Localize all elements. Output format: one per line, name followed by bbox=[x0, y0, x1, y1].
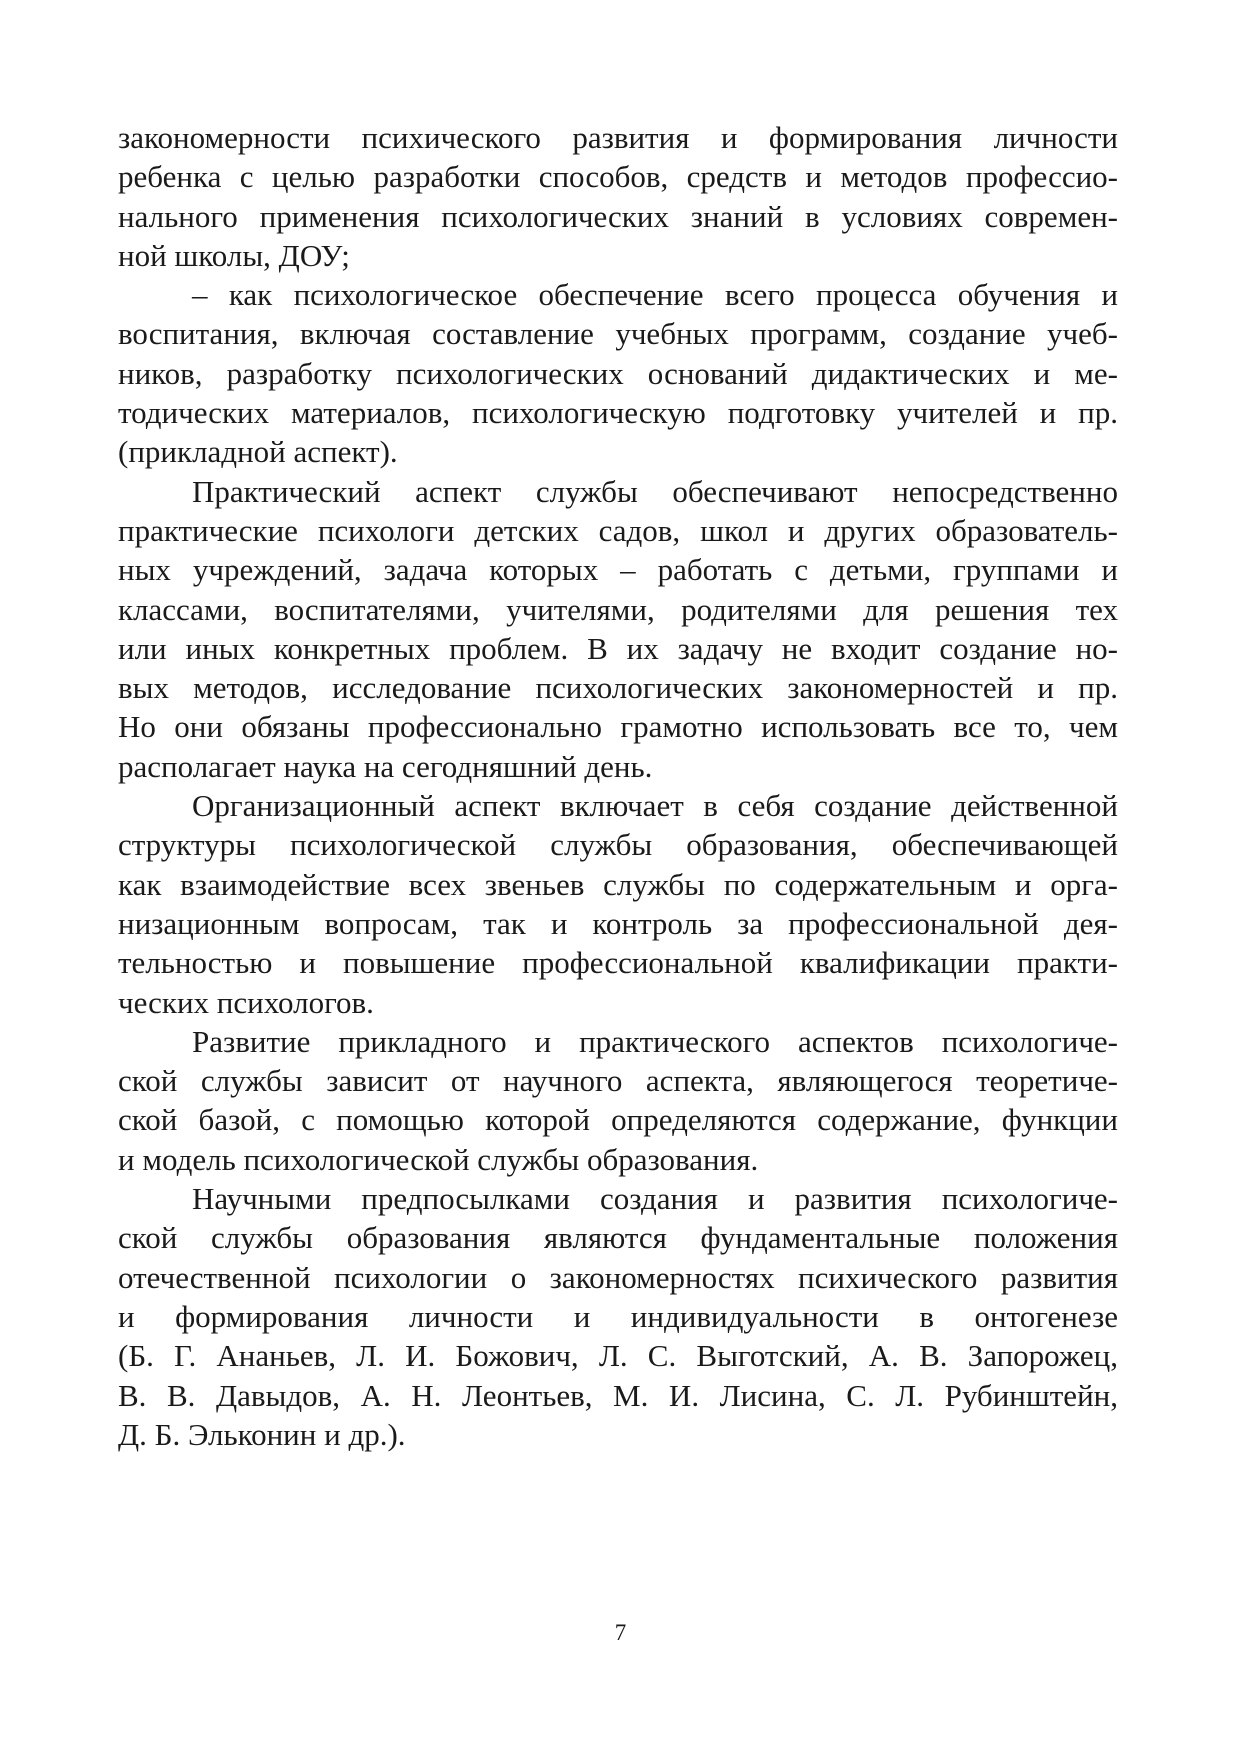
text-line: закономерности психического развития и формирования личности bbox=[118, 120, 1118, 155]
text-line: (Б. Г. Ананьев, Л. И. Божович, Л. С. Выготский, А. В. Запорожец, bbox=[118, 1338, 1118, 1374]
text-line: практические психологи детских садов, школ и других образователь- bbox=[118, 512, 1118, 548]
text-line: вых методов, исследование психологических закономерностей и пр. bbox=[118, 670, 1118, 706]
paragraph-scientific-prerequisites bbox=[118, 1179, 1118, 1454]
text-line: отечественной психологии о закономерностях психического развития bbox=[118, 1259, 1118, 1295]
paragraph-organizational-aspect bbox=[118, 786, 1118, 1022]
page-number: 7 bbox=[614, 1620, 627, 1645]
paragraph-applied-aspect bbox=[118, 275, 1118, 471]
text-line: и модель психологической службы образования. bbox=[118, 1141, 759, 1177]
text-line: классами, воспитателями, учителями, родителями для решения тех bbox=[118, 591, 1118, 627]
text-line: Организационный аспект включает в себя создание действенной bbox=[192, 788, 1118, 824]
text-line: как взаимодействие всех звеньев службы по содержательным и орга- bbox=[118, 866, 1118, 902]
text-line: ной школы, ДОУ; bbox=[118, 237, 350, 273]
text-line: Но они обязаны профессионально грамотно использовать все то, чем bbox=[118, 709, 1118, 745]
text-line: Практический аспект службы обеспечивают непосредственно bbox=[192, 473, 1118, 509]
text-line: Научными предпосылками создания и развития психологиче- bbox=[192, 1181, 1118, 1217]
text-line: Развитие прикладного и практического аспектов психологиче- bbox=[192, 1023, 1118, 1059]
body-text bbox=[118, 118, 1118, 1454]
text-line: воспитания, включая составление учебных программ, создание учеб- bbox=[118, 316, 1118, 352]
text-line: располагает наука на сегодняшний день. bbox=[118, 748, 653, 784]
text-line: – как психологическое обеспечение всего процесса обучения и bbox=[192, 277, 1118, 313]
text-line: нального применения психологических знаний в условиях современ- bbox=[118, 198, 1118, 234]
text-line: или иных конкретных проблем. В их задачу не входит создание но- bbox=[118, 630, 1118, 666]
text-line: ской базой, с помощью которой определяются содержание, функции bbox=[118, 1102, 1118, 1138]
text-line: структуры психологической службы образования, обеспечивающей bbox=[118, 827, 1118, 863]
text-line: ных учреждений, задача которых – работать с детьми, группами и bbox=[118, 552, 1118, 588]
text-line: ской службы образования являются фундаментальные положения bbox=[118, 1220, 1118, 1256]
text-line: тельностью и повышение профессиональной квалификации практи- bbox=[118, 945, 1118, 981]
text-line: ческих психологов. bbox=[118, 984, 374, 1020]
text-line: (прикладной аспект). bbox=[118, 434, 398, 470]
text-line: низационным вопросам, так и контроль за профессиональной дея- bbox=[118, 905, 1118, 941]
paragraph-continuation bbox=[118, 118, 1118, 275]
paragraph-development bbox=[118, 1022, 1118, 1179]
paragraph-practical-aspect bbox=[118, 472, 1118, 786]
text-line: ской службы зависит от научного аспекта, являющегося теоретиче- bbox=[118, 1063, 1118, 1099]
text-line: и формирования личности и индивидуальности в онтогенезе bbox=[118, 1298, 1118, 1334]
text-line: ников, разработку психологических оснований дидактических и ме- bbox=[118, 355, 1118, 391]
text-line: ребенка с целью разработки способов, средств и методов профессио- bbox=[118, 159, 1118, 195]
text-line: Д. Б. Эльконин и др.). bbox=[118, 1416, 406, 1452]
text-line: В. В. Давыдов, А. Н. Леонтьев, М. И. Лисина, С. Л. Рубинштейн, bbox=[118, 1377, 1118, 1413]
text-line: тодических материалов, психологическую подготовку учителей и пр. bbox=[118, 395, 1118, 431]
